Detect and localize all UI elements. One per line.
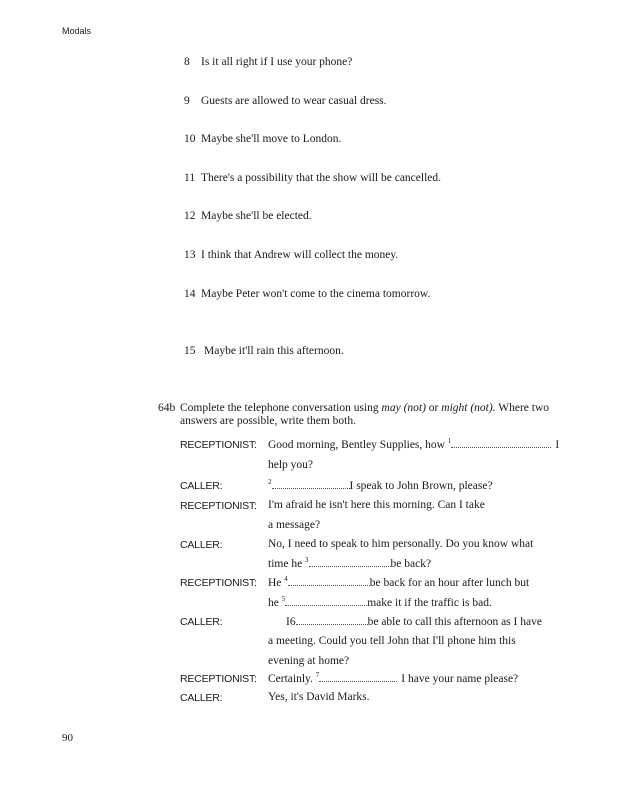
form-may: may (not) — [381, 402, 426, 414]
item-number: 11 — [184, 172, 196, 184]
speaker-label: RECEPTIONIST: — [180, 500, 257, 512]
dialogue-line: help you? — [268, 459, 314, 471]
line-text: I speak to John Brown, please? — [349, 480, 493, 492]
line-text: I — [286, 616, 290, 628]
line-text: Good morning, Bentley Supplies, how — [268, 439, 448, 451]
blank-number: 5 — [281, 595, 286, 604]
item-number: 15 — [184, 345, 196, 357]
list-item — [184, 95, 387, 107]
answer-blank[interactable] — [296, 615, 368, 625]
instruction-text-end: Where two answers are possible, write them both. — [180, 402, 550, 427]
dialogue-line — [286, 615, 542, 628]
item-text: There's a possibility that the show will be cancelled. — [201, 172, 441, 184]
line-text: he — [268, 597, 282, 609]
running-header: Modals — [62, 26, 92, 36]
item-number: 14 — [184, 288, 196, 300]
answer-blank[interactable] — [272, 479, 350, 489]
list-item — [184, 249, 398, 261]
item-text: I think that Andrew will collect the money. — [201, 249, 399, 261]
line-text: make it if the traffic is bad. — [367, 597, 492, 609]
line-text: be able to call this afternoon as I have — [367, 616, 542, 628]
item-number: 8 — [184, 56, 190, 68]
item-text: Is it all right if I use your phone? — [201, 56, 353, 68]
list-item — [184, 56, 352, 68]
line-text: I — [555, 439, 560, 451]
dialogue-line: No, I need to speak to him personally. Do you know what — [268, 538, 534, 550]
exercise-instruction — [158, 402, 560, 428]
item-text: Guests are allowed to wear casual dress. — [201, 95, 387, 107]
line-text: time he — [268, 558, 306, 570]
list-item — [184, 172, 441, 184]
item-number: 12 — [184, 210, 196, 222]
answer-blank[interactable] — [288, 576, 370, 586]
dialogue-line: a meeting. Could you tell John that I'll phone him this — [268, 635, 516, 647]
blank-number: 2 — [268, 478, 272, 487]
form-might: might (not). — [441, 402, 496, 414]
dialogue-line — [268, 672, 518, 685]
blank-number: 3 — [305, 556, 309, 565]
line-text: be back? — [390, 558, 432, 570]
answer-blank[interactable] — [309, 557, 391, 567]
item-number: 10 — [184, 133, 196, 145]
speaker-label: CALLER: — [180, 692, 223, 704]
list-item — [184, 210, 312, 222]
instruction-text: Complete the telephone conversation using — [180, 402, 382, 414]
item-text: Maybe Peter won't come to the cinema tomorrow. — [201, 288, 431, 300]
speaker-label: CALLER: — [180, 480, 223, 492]
line-text: He — [268, 577, 285, 589]
dialogue-line — [268, 557, 431, 570]
answer-blank[interactable] — [319, 672, 397, 682]
blank-number: 6 — [289, 616, 296, 628]
speaker-label: RECEPTIONIST: — [180, 673, 257, 685]
answer-blank[interactable] — [285, 596, 367, 606]
instruction-or: or — [425, 402, 442, 414]
item-number: 13 — [184, 249, 196, 261]
dialogue-line: a message? — [268, 519, 321, 531]
exercise-number: 64b — [158, 402, 176, 414]
dialogue-line: evening at home? — [268, 655, 350, 667]
list-item — [184, 133, 341, 145]
item-text: Maybe she'll be elected. — [201, 210, 312, 222]
dialogue-line: Yes, it's David Marks. — [268, 691, 370, 703]
speaker-label: RECEPTIONIST: — [180, 577, 257, 589]
item-number: 9 — [184, 95, 190, 107]
line-text: I have your name please? — [401, 673, 519, 685]
item-text: Maybe she'll move to London. — [201, 133, 342, 145]
blank-number: 7 — [315, 671, 320, 680]
speaker-label: CALLER: — [180, 616, 223, 628]
dialogue-line: I'm afraid he isn't here this morning. Can I take — [268, 499, 485, 511]
line-text: be back for an hour after lunch but — [369, 577, 530, 589]
answer-blank[interactable] — [451, 438, 551, 448]
dialogue-line — [268, 479, 493, 492]
speaker-label: CALLER: — [180, 539, 223, 551]
line-text: Certainly. — [268, 673, 316, 685]
item-text: Maybe it'll rain this afternoon. — [204, 345, 344, 357]
blank-number: 4 — [284, 575, 288, 584]
list-item — [184, 288, 430, 300]
dialogue-line — [268, 438, 559, 451]
page-number: 90 — [62, 732, 73, 744]
list-item — [184, 345, 344, 357]
blank-number: 1 — [447, 437, 452, 446]
exercise-text — [180, 402, 560, 428]
speaker-label: RECEPTIONIST: — [180, 439, 257, 451]
dialogue-line — [268, 576, 529, 589]
dialogue-line — [268, 596, 492, 609]
